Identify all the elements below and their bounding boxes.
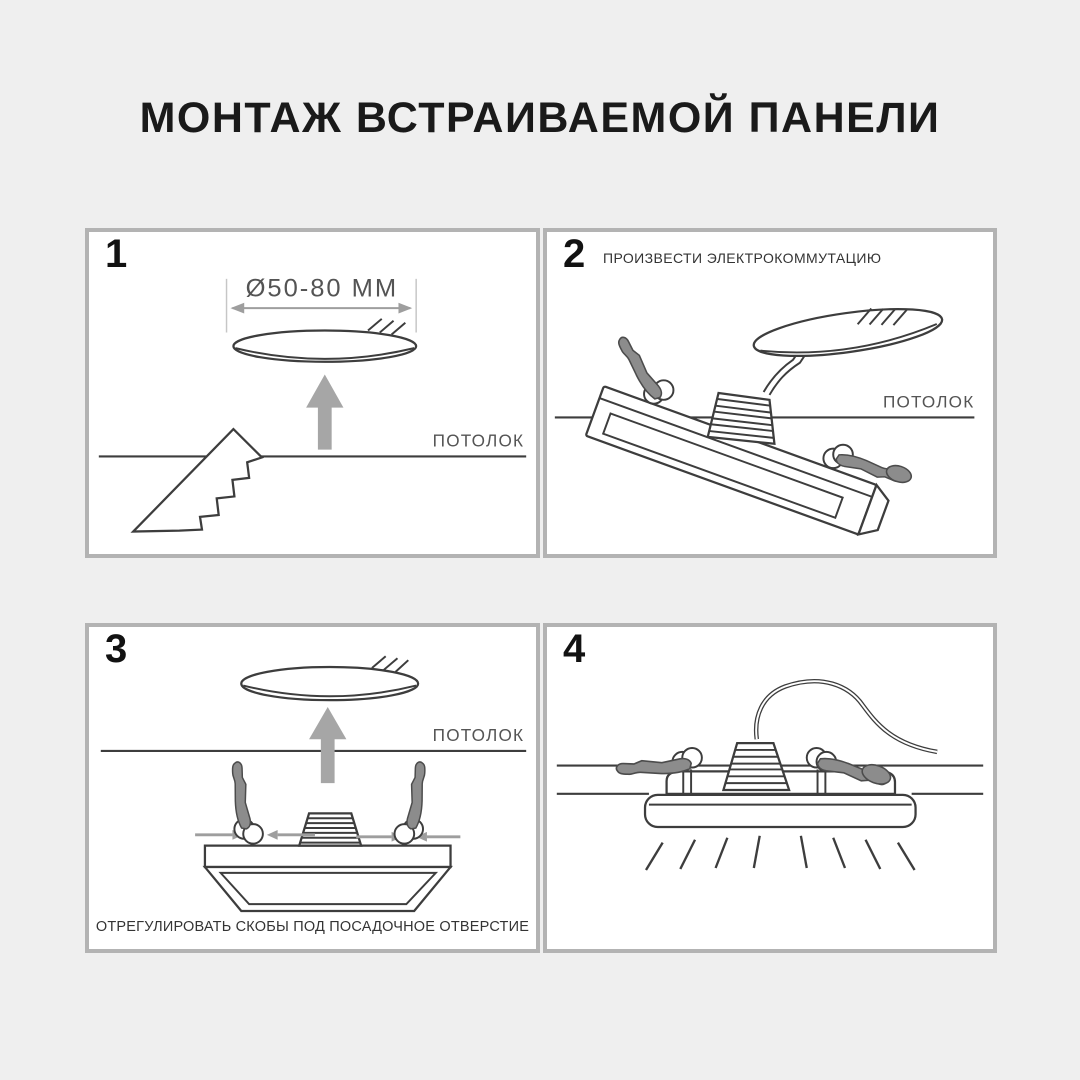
step-3-caption: ОТРЕГУЛИРОВАТЬ СКОБЫ ПОД ПОСАДОЧНОЕ ОТВЕРСТИЕ [95,919,530,935]
diameter-label: Ø50-80 ММ [245,274,399,303]
ceiling-label: ПОТОЛОК [432,725,525,746]
step-1-drawing [89,232,536,554]
panel-body [205,846,451,911]
step-panel-2 [543,228,997,558]
ceiling-label: ПОТОЛОК [432,430,525,451]
spring-clip-right [395,761,433,843]
step-2-number: 2 [563,232,586,276]
led-panel-disc [233,319,416,362]
driver-box [723,743,789,790]
step-1-number: 1 [105,232,128,276]
up-arrow-icon [309,707,346,783]
wires [764,351,806,395]
supply-wire [756,681,937,752]
step-4-number: 4 [563,627,586,671]
cut-ceiling-piece [133,429,262,531]
step-panel-4 [543,623,997,953]
page-title: МОНТАЖ ВСТРАИВАЕМОЙ ПАНЕЛИ [139,94,941,142]
step-2-drawing [547,232,993,554]
led-panel-disc [751,299,945,365]
driver-box [708,393,775,444]
step-panel-3 [85,623,540,953]
step-4-drawing [547,627,993,949]
step-panel-1 [85,228,540,558]
spring-clip-left [225,761,263,843]
step-3-number: 3 [105,627,128,671]
panel-flange [645,795,916,827]
light-rays [646,836,915,870]
dimension-line [227,274,417,332]
led-panel-disc [241,656,418,700]
step-3-drawing [89,627,536,949]
step-2-caption: ПРОИЗВЕСТИ ЭЛЕКТРОКОММУТАЦИЮ [603,250,882,266]
driver-box [299,813,361,845]
up-arrow-icon [306,374,343,449]
ceiling-label: ПОТОЛОК [883,392,975,412]
